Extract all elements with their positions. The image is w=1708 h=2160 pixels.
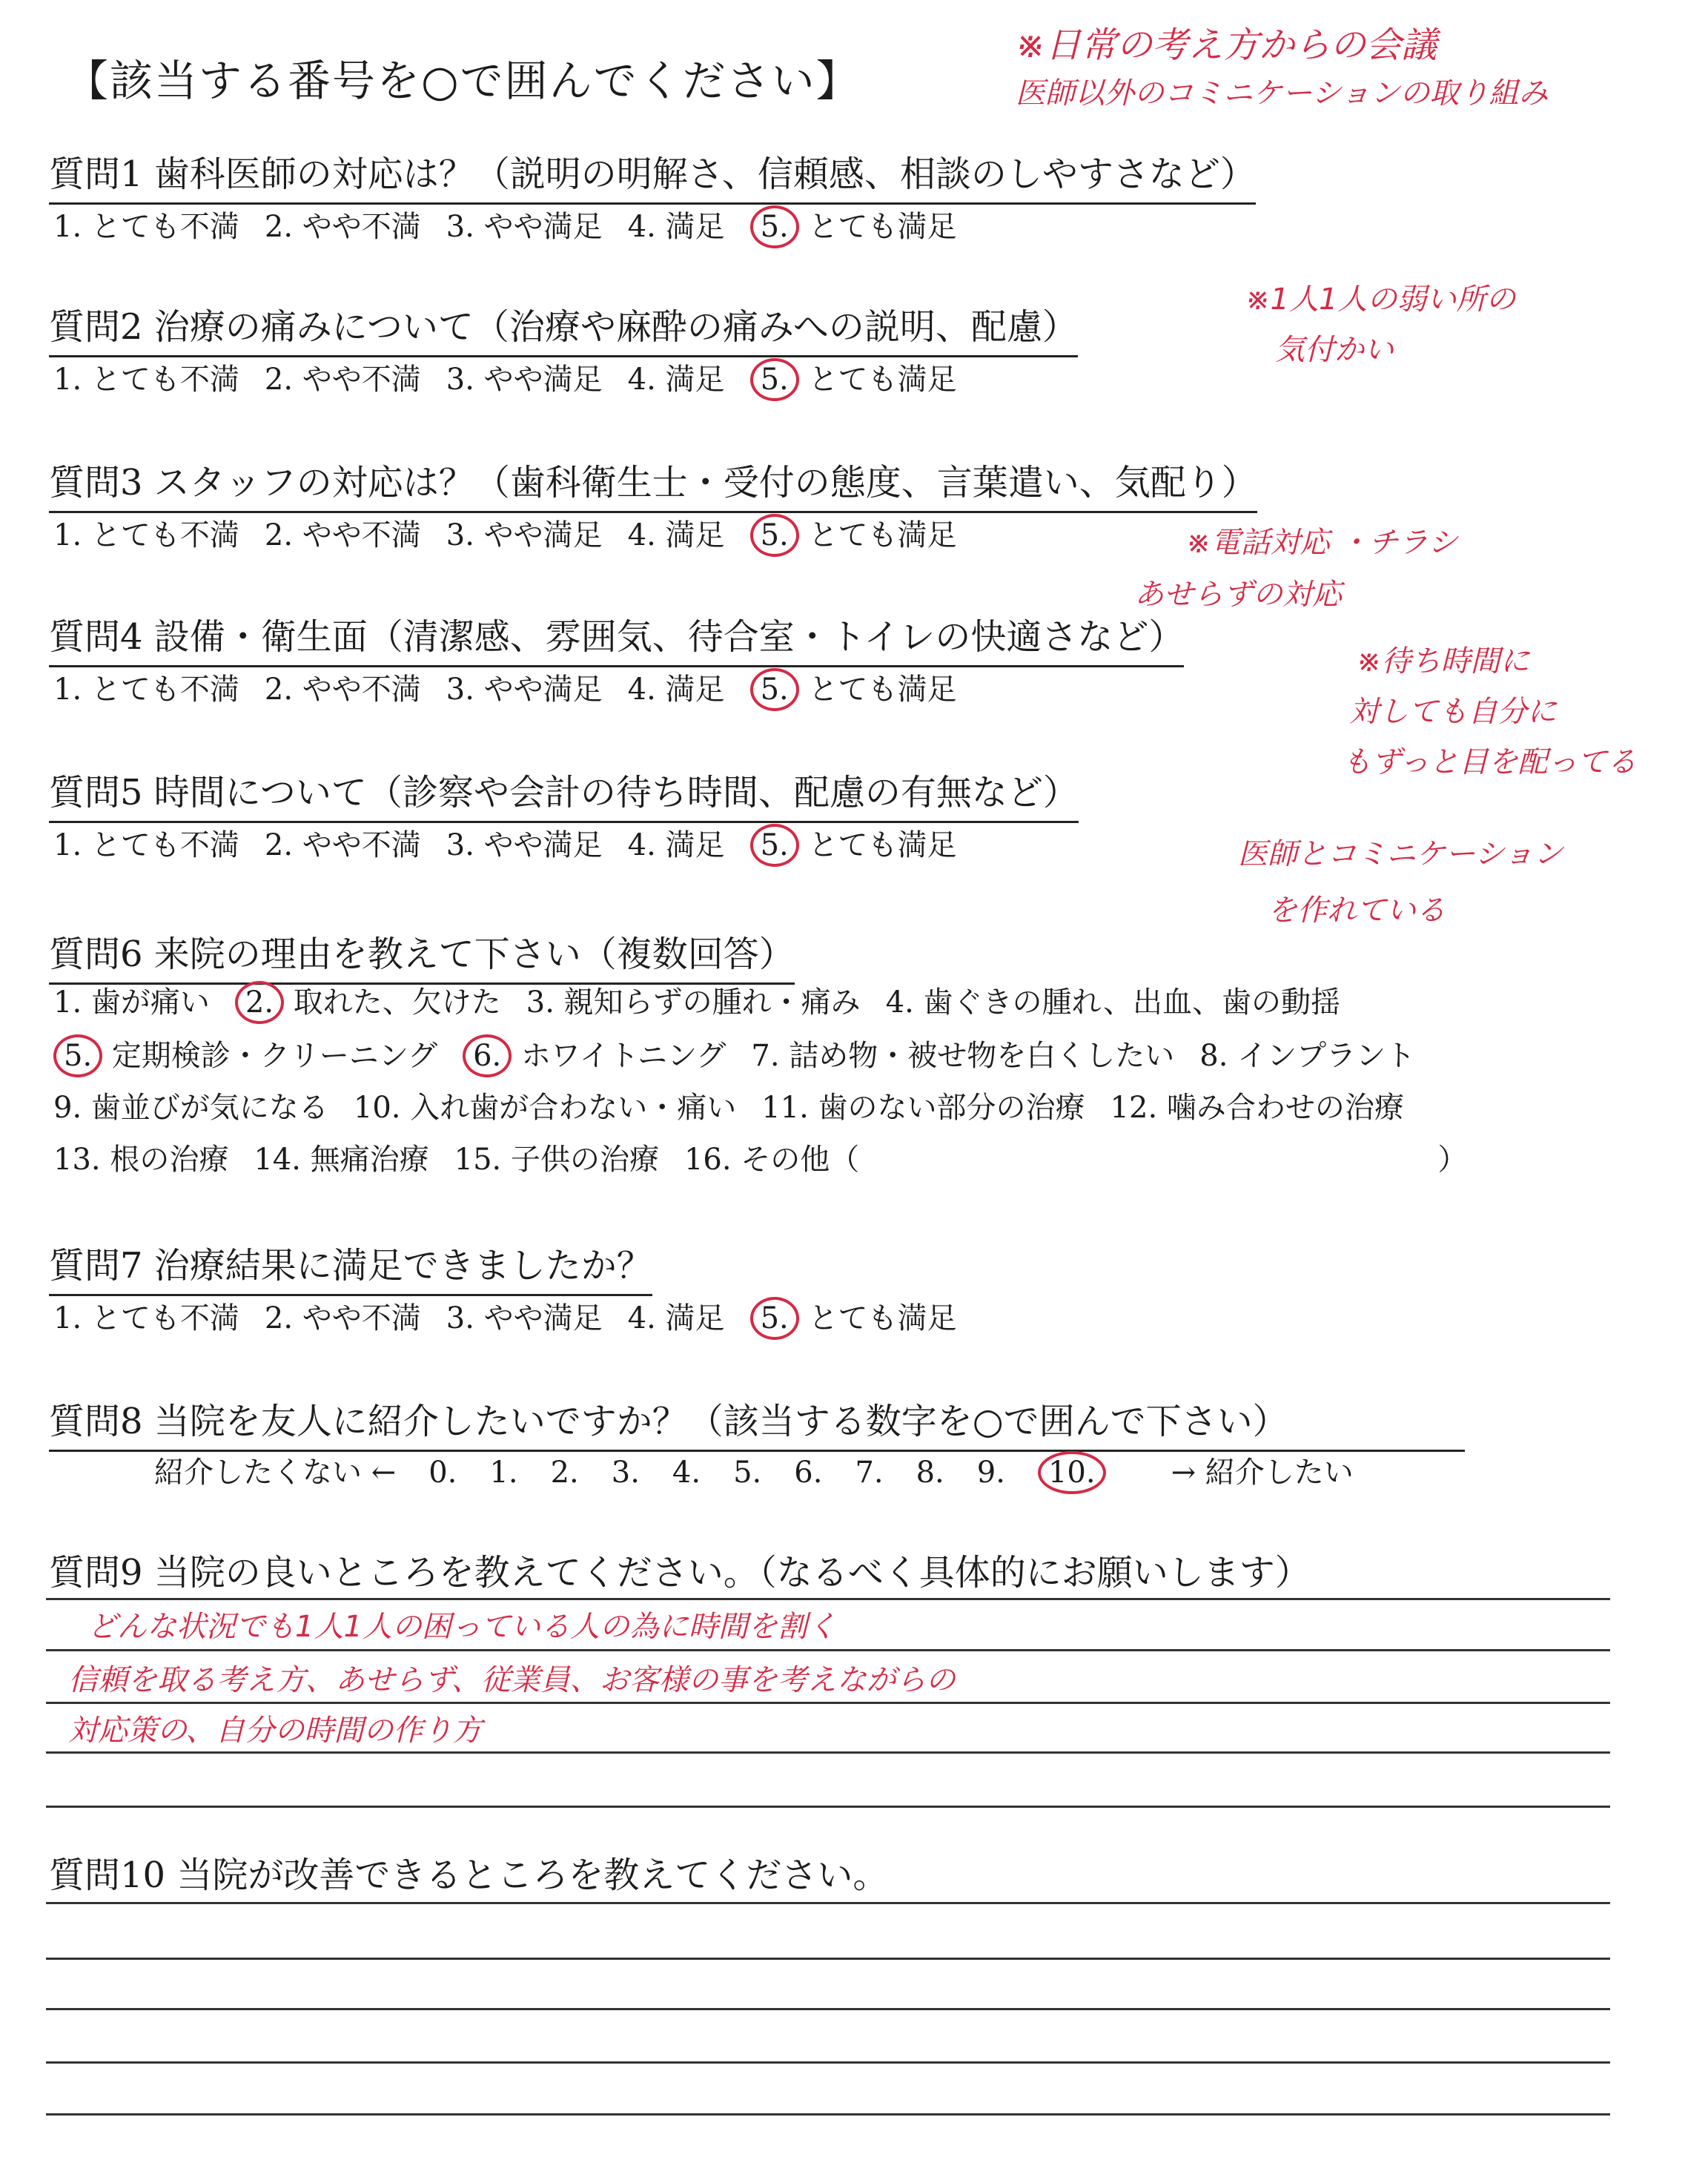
q6-reason[interactable]: 9. 歯並びが気になる bbox=[53, 1091, 328, 1125]
q9-answer-2: 信頼を取る考え方、あせらず、従業員、お客様の事を考えながらの bbox=[68, 1663, 956, 1697]
note-q4-3: もずっと目を配ってる bbox=[1342, 745, 1637, 779]
q3-option[interactable]: 3. やや満足 bbox=[446, 518, 603, 552]
q2-options bbox=[53, 356, 982, 398]
q8-left-label: 紹介したくない ← bbox=[154, 1456, 397, 1490]
q3-option[interactable]: 4. 満足 bbox=[627, 518, 725, 552]
q7-option[interactable]: 2. やや不満 bbox=[264, 1301, 421, 1335]
selection-circle: 5. bbox=[750, 824, 799, 867]
q6-row bbox=[53, 1084, 1429, 1126]
q6-reason[interactable]: 11. 歯のない部分の治療 bbox=[761, 1091, 1085, 1125]
q6-row bbox=[53, 1136, 1492, 1178]
q9-label: 質問9 当院の良いところを教えてください。（なるべく具体的にお願いします） bbox=[49, 1552, 1311, 1593]
q3-label: 質問3 スタッフの対応は？（歯科衛生士・受付の態度、言葉遣い、気配り） bbox=[49, 454, 1257, 513]
note-q2-1: ※1人1人の弱い所の bbox=[1245, 283, 1516, 317]
q6-row bbox=[53, 979, 1366, 1021]
selection-circle: 5. bbox=[750, 358, 799, 401]
q6-reason[interactable]: 3. 親知らずの腫れ・痛み bbox=[526, 985, 861, 1020]
q1-option[interactable]: 2. やや不満 bbox=[264, 210, 421, 244]
selection-circle: 5. bbox=[53, 1034, 102, 1077]
q6-reason[interactable]: 12. 噛み合わせの治療 bbox=[1110, 1091, 1404, 1125]
selection-circle: 10. bbox=[1038, 1451, 1106, 1494]
q5-option[interactable]: 2. やや不満 bbox=[264, 828, 421, 862]
note-q5-1: 医師とコミニケーション bbox=[1238, 837, 1563, 871]
q1-option[interactable]: 1. とても不満 bbox=[53, 210, 239, 244]
selection-circle: 6. bbox=[463, 1034, 512, 1077]
q1-option[interactable]: 3. やや満足 bbox=[446, 210, 603, 244]
q7-label: 質問7 治療結果に満足できましたか？ bbox=[49, 1237, 652, 1296]
q8-scale bbox=[154, 1449, 1386, 1491]
q8-scale-value[interactable]: 0. bbox=[428, 1456, 457, 1490]
q6-label: 質問6 来院の理由を教えて下さい（複数回答） bbox=[49, 925, 795, 985]
q8-scale-value[interactable]: 8. bbox=[916, 1456, 944, 1490]
q6-reason[interactable]: 15. 子供の治療 bbox=[454, 1143, 659, 1177]
q6-reason[interactable]: 16. その他（ bbox=[683, 1143, 860, 1177]
q6-reason[interactable]: 4. 歯ぐきの腫れ、出血、歯の動揺 bbox=[885, 985, 1340, 1020]
note-q4-2: 対しても自分に bbox=[1349, 695, 1557, 729]
note-q3-1: ※電話対応 ・チラシ bbox=[1186, 526, 1458, 560]
q5-option[interactable]: 1. とても不満 bbox=[53, 828, 239, 862]
q2-label: 質問2 治療の痛みについて（治療や麻酔の痛みへの説明、配慮） bbox=[49, 298, 1078, 357]
q2-option[interactable]: 2. やや不満 bbox=[264, 363, 421, 397]
q8-scale-value[interactable]: 1. bbox=[489, 1456, 518, 1490]
q1-options bbox=[53, 203, 982, 245]
q8-scale-value[interactable] bbox=[1038, 1456, 1139, 1490]
q4-option[interactable]: 5. とても満足 bbox=[750, 666, 957, 708]
q1-option[interactable]: 5. とても満足 bbox=[750, 203, 957, 245]
q6-reason[interactable]: 6. ホワイトニング bbox=[463, 1032, 726, 1074]
q6-reason[interactable]: 13. 根の治療 bbox=[53, 1143, 229, 1177]
handwritten-note-top-1: ※日常の考え方からの会議 bbox=[1016, 24, 1437, 66]
q7-option[interactable]: 3. やや満足 bbox=[446, 1301, 603, 1335]
q8-scale-value[interactable]: 7. bbox=[855, 1456, 884, 1490]
note-q3-2: あせらずの対応 bbox=[1134, 578, 1342, 612]
q4-option[interactable]: 4. 満足 bbox=[627, 673, 725, 707]
q5-option[interactable]: 3. やや満足 bbox=[446, 828, 603, 862]
q4-options bbox=[53, 666, 982, 708]
q4-option[interactable]: 3. やや満足 bbox=[446, 673, 603, 707]
note-q5-2: を作れている bbox=[1268, 894, 1446, 928]
q2-option[interactable]: 3. やや満足 bbox=[446, 363, 603, 397]
q6-row bbox=[53, 1032, 1440, 1074]
note-q4-1: ※待ち時間に bbox=[1357, 644, 1530, 678]
q8-scale-value[interactable]: 4. bbox=[672, 1456, 701, 1490]
q3-option[interactable]: 2. やや不満 bbox=[264, 518, 421, 552]
q8-right-label: → 紹介したい bbox=[1171, 1456, 1354, 1490]
q8-label: 質問8 当院を友人に紹介したいですか？（該当する数字を○で囲んで下さい） bbox=[49, 1393, 1465, 1452]
q10-label: 質問10 当院が改善できるところを教えてください。 bbox=[49, 1855, 889, 1896]
selection-circle: 5. bbox=[750, 205, 799, 248]
q6-reason[interactable]: 2. 取れた、欠けた bbox=[235, 979, 501, 1021]
q3-option[interactable]: 5. とても満足 bbox=[750, 512, 957, 554]
q6-reason[interactable]: 10. 入れ歯が合わない・痛い bbox=[353, 1091, 737, 1125]
q7-option[interactable]: 5. とても満足 bbox=[750, 1295, 957, 1337]
q1-label: 質問1 歯科医師の対応は？（説明の明解さ、信頼感、相談のしやすさなど） bbox=[49, 145, 1256, 205]
selection-circle: 5. bbox=[750, 668, 799, 711]
q3-options bbox=[53, 512, 982, 554]
selection-circle: 5. bbox=[750, 1297, 799, 1340]
q2-option[interactable]: 1. とても不満 bbox=[53, 363, 239, 397]
q6-reason[interactable]: 8. インプラント bbox=[1199, 1039, 1416, 1073]
q7-options bbox=[53, 1295, 982, 1337]
q5-option[interactable]: 5. とても満足 bbox=[750, 822, 957, 864]
q4-option[interactable]: 2. やや不満 bbox=[264, 673, 421, 707]
q3-option[interactable]: 1. とても不満 bbox=[53, 518, 239, 552]
q2-option[interactable]: 4. 満足 bbox=[627, 363, 725, 397]
selection-circle: 5. bbox=[750, 514, 799, 557]
q8-scale-value[interactable]: 3. bbox=[611, 1456, 640, 1490]
q8-scale-value[interactable]: 5. bbox=[733, 1456, 762, 1490]
q7-option[interactable]: 4. 満足 bbox=[627, 1301, 725, 1335]
q5-options bbox=[53, 822, 982, 864]
page-title: 【該当する番号を○で囲んでください】 bbox=[65, 56, 861, 106]
q8-scale-value[interactable]: 6. bbox=[794, 1456, 823, 1490]
q6-reason[interactable]: 1. 歯が痛い bbox=[53, 985, 210, 1020]
q9-answer-1: どんな状況でも1人1人の困っている人の為に時間を割く bbox=[87, 1610, 837, 1644]
q5-label: 質問5 時間について（診察や会計の待ち時間、配慮の有無など） bbox=[49, 764, 1079, 823]
selection-circle: 2. bbox=[235, 981, 284, 1024]
q7-option[interactable]: 1. とても不満 bbox=[53, 1301, 239, 1335]
q6-reason[interactable]: ） bbox=[1437, 1143, 1468, 1177]
q8-scale-value[interactable]: 9. bbox=[976, 1456, 1005, 1490]
q6-reason[interactable]: 7. 詰め物・被せ物を白くしたい bbox=[751, 1039, 1175, 1073]
q5-option[interactable]: 4. 満足 bbox=[627, 828, 725, 862]
q4-option[interactable]: 1. とても不満 bbox=[53, 673, 239, 707]
q2-option[interactable]: 5. とても満足 bbox=[750, 356, 957, 398]
q6-reason[interactable]: 14. 無痛治療 bbox=[254, 1143, 429, 1177]
handwritten-note-top-2: 医師以外のコミニケーションの取り組み bbox=[1016, 76, 1549, 110]
note-q2-2: 気付かい bbox=[1275, 333, 1394, 367]
q9-answer-3: 対応策の、自分の時間の作り方 bbox=[68, 1714, 483, 1748]
q1-option[interactable]: 4. 満足 bbox=[627, 210, 725, 244]
q8-scale-value[interactable]: 2. bbox=[550, 1456, 579, 1490]
q6-reason[interactable]: 5. 定期検診・クリーニング bbox=[53, 1032, 437, 1074]
q4-label: 質問4 設備・衛生面（清潔感、雰囲気、待合室・トイレの快適さなど） bbox=[49, 608, 1184, 667]
